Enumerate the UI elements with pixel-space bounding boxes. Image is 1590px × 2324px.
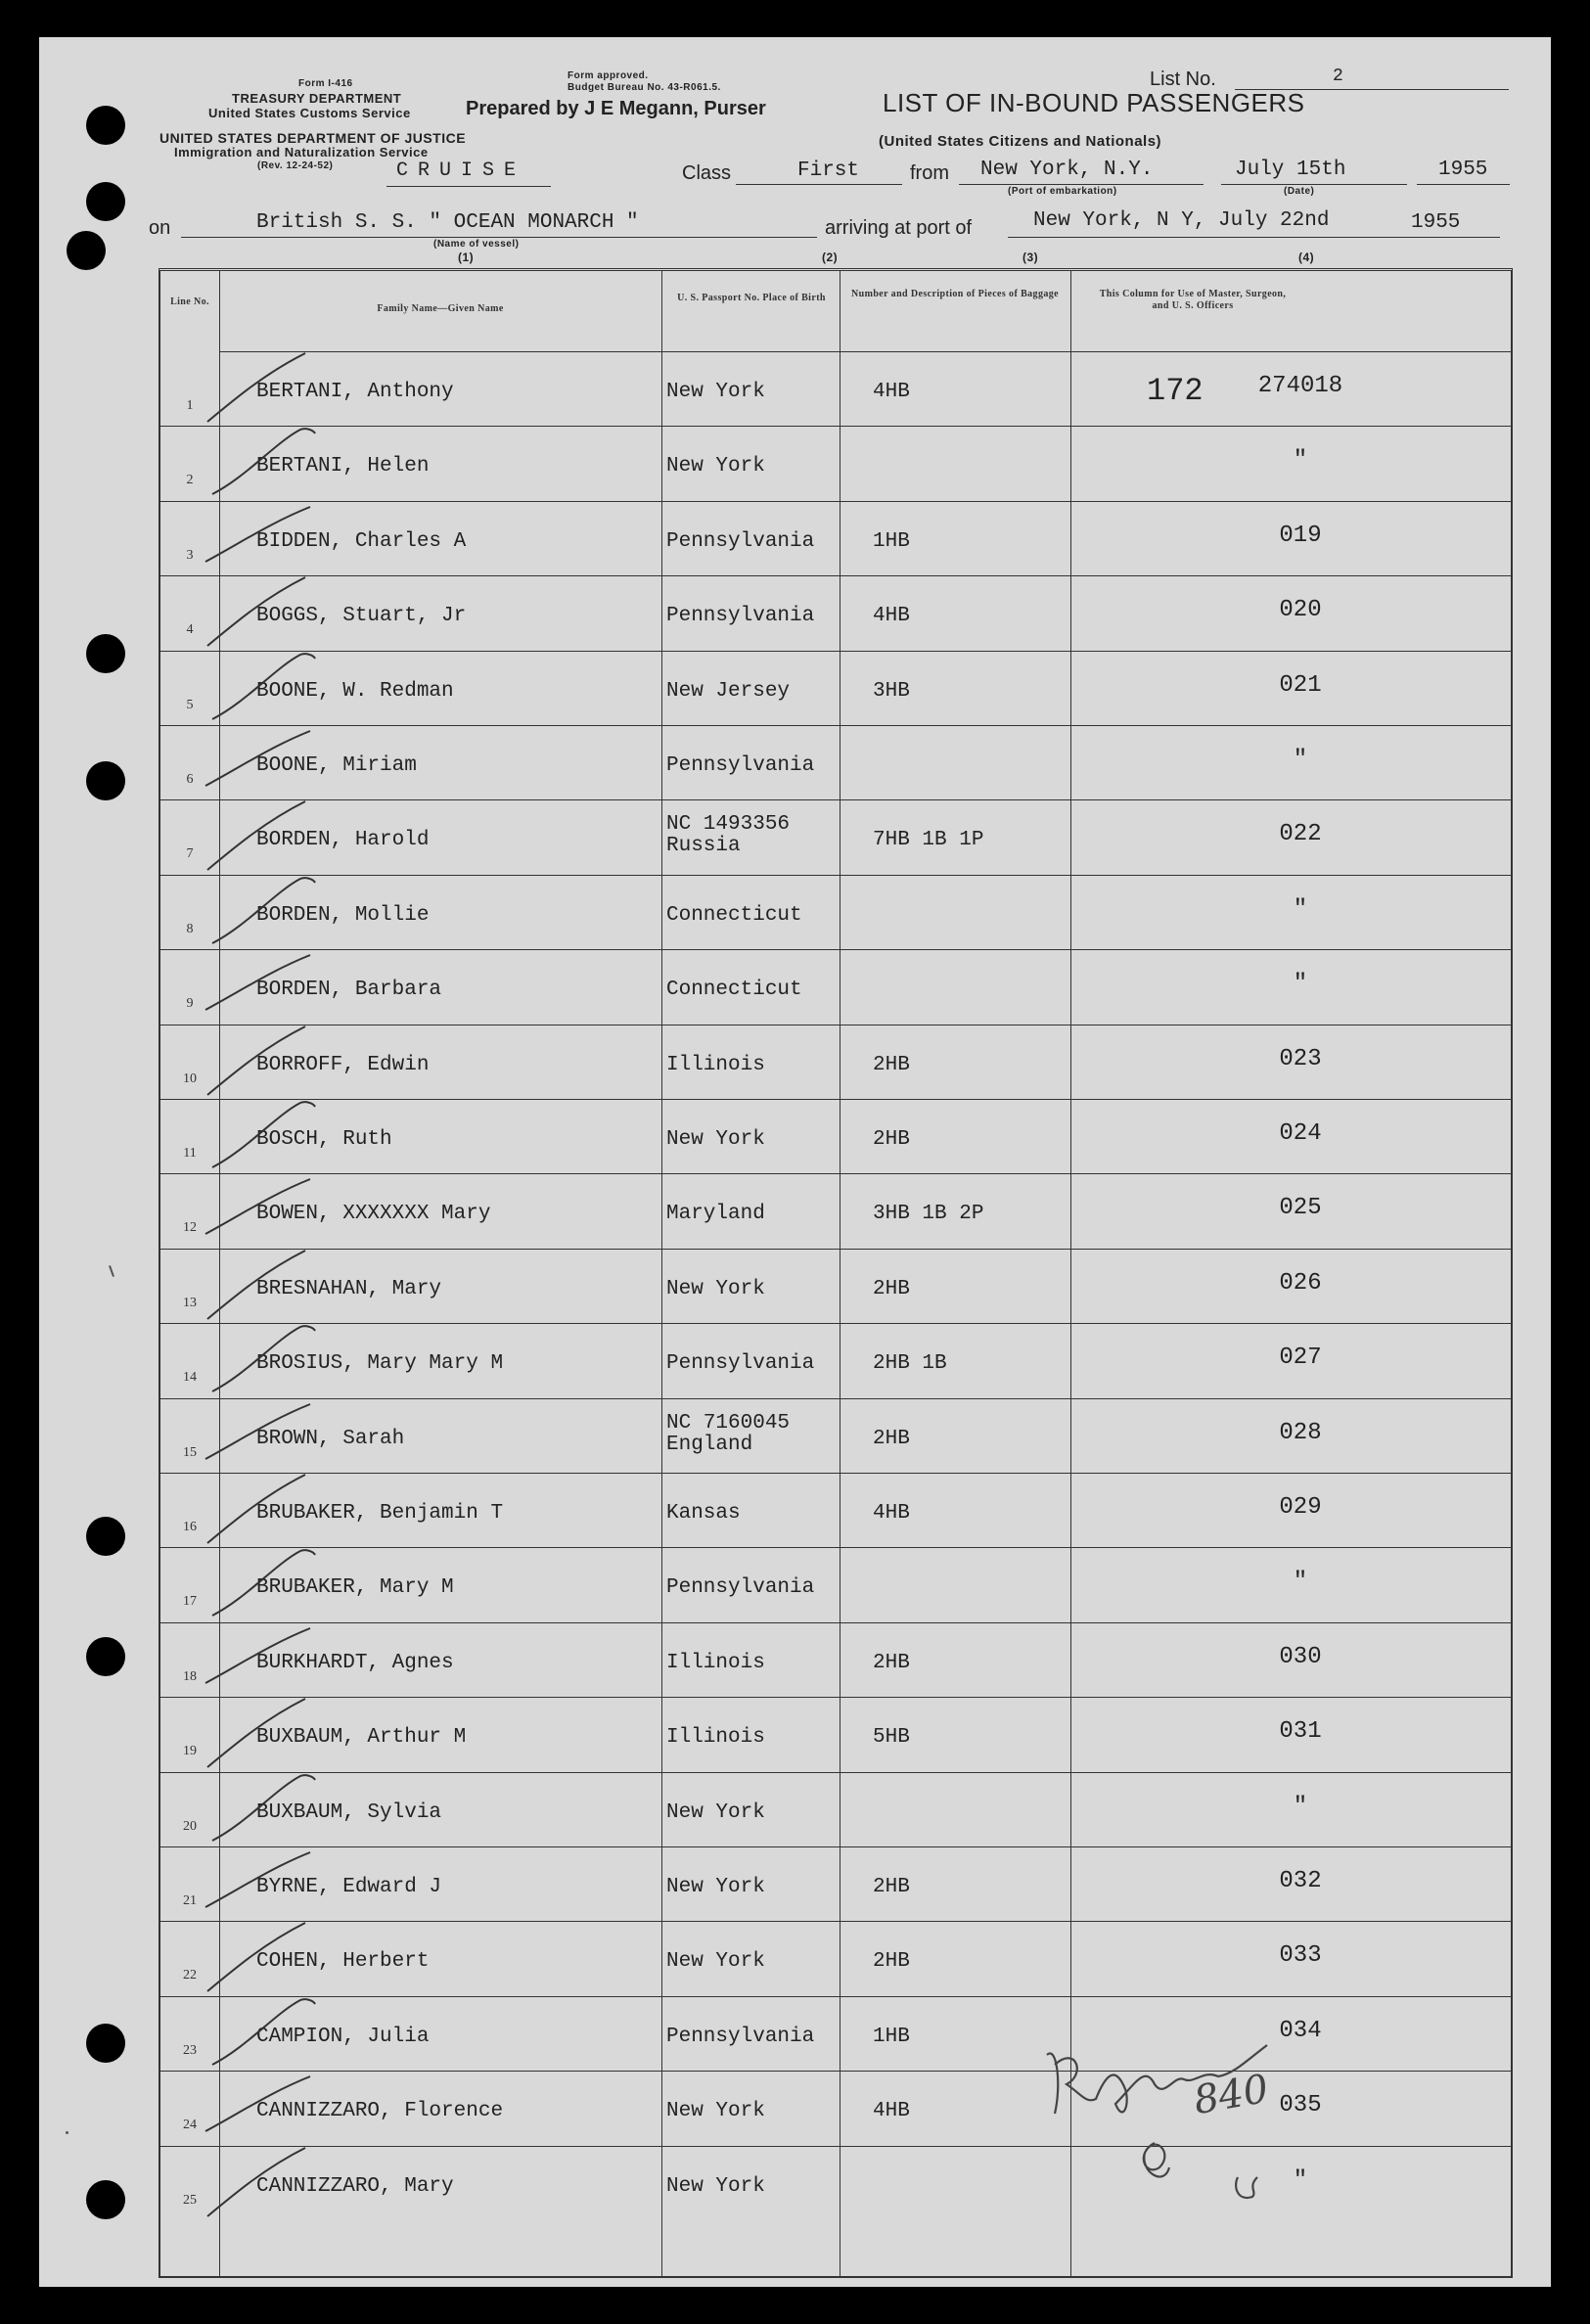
passenger-name: COHEN, Herbert xyxy=(256,1950,430,1974)
ins-label: Immigration and Naturalization Service xyxy=(174,145,429,159)
line-number: 13 xyxy=(183,1295,197,1310)
date-value: July 15th xyxy=(1235,159,1346,181)
baggage: 1HB xyxy=(873,2025,910,2048)
page-title: LIST OF IN-BOUND PASSENGERS xyxy=(883,88,1305,117)
passenger-name: BUXBAUM, Arthur M xyxy=(256,1726,467,1750)
table-row xyxy=(160,949,1511,1025)
punch-hole xyxy=(86,761,125,800)
budget-bureau: Budget Bureau No. 43-R061.5. xyxy=(568,82,721,93)
officer-use: 024 xyxy=(1279,1120,1322,1147)
line-number: 25 xyxy=(183,2192,197,2208)
arrival-year-underline xyxy=(1387,237,1500,238)
officer-use: 025 xyxy=(1279,1195,1322,1222)
line-number: 18 xyxy=(183,1668,197,1684)
place-of-birth: Pennsylvania xyxy=(666,2025,815,2048)
passenger-name: BOGGS, Stuart, Jr xyxy=(256,605,467,628)
passenger-table xyxy=(159,268,1513,2278)
header-name: Family Name—Given Name xyxy=(377,303,504,314)
passenger-name: BRESNAHAN, Mary xyxy=(256,1277,442,1300)
year-value: 1955 xyxy=(1438,159,1488,181)
passport-number: NC 7160045 xyxy=(666,1411,791,1435)
passenger-name: BORDEN, Barbara xyxy=(256,979,442,1002)
baggage: 4HB xyxy=(873,381,910,403)
line-number: 16 xyxy=(183,1520,197,1534)
passenger-name: BIDDEN, Charles A xyxy=(256,529,467,553)
from-underline xyxy=(959,184,1204,185)
punch-hole xyxy=(86,182,125,221)
place-of-birth: Pennsylvania xyxy=(666,754,815,777)
passenger-name: CANNIZZARO, Florence xyxy=(256,2100,504,2123)
col-number-2: (2) xyxy=(822,251,839,264)
line-number: 8 xyxy=(186,921,194,936)
handwritten-number: 840 xyxy=(1190,2066,1272,2124)
document-sheet xyxy=(39,37,1551,2287)
handwritten-signature xyxy=(1037,2006,1331,2221)
class-value: First xyxy=(797,159,860,182)
place-of-birth: England xyxy=(666,1433,753,1456)
table-row xyxy=(160,1921,1511,1996)
line-number: 15 xyxy=(183,1444,197,1460)
arriving-label: arriving at port of xyxy=(825,217,973,239)
officer-use: 035 xyxy=(1279,2092,1322,2119)
col-number-4: (4) xyxy=(1298,251,1315,264)
officer-use: 028 xyxy=(1279,1419,1322,1446)
margin-mark xyxy=(66,2131,68,2134)
baggage: 2HB xyxy=(873,1427,910,1450)
line-number: 7 xyxy=(186,846,194,862)
officer-use: 030 xyxy=(1279,1643,1322,1670)
vessel-underline xyxy=(181,237,817,238)
baggage: 1HB xyxy=(873,529,910,553)
baggage: 3HB 1B 2P xyxy=(873,1203,984,1226)
line-number: 22 xyxy=(183,1968,197,1983)
place-of-birth: Russia xyxy=(666,835,741,858)
check-mark-icon xyxy=(198,2138,344,2226)
from-label: from xyxy=(910,162,949,184)
officer-use: 019 xyxy=(1279,522,1322,549)
table-row xyxy=(160,1697,1511,1772)
passenger-name: BORDEN, Harold xyxy=(256,829,430,852)
line-number: 2 xyxy=(186,473,194,488)
prepared-by: Prepared by J E Megann, Purser xyxy=(466,98,766,119)
passenger-name: BYRNE, Edward J xyxy=(256,1876,442,1898)
table-row xyxy=(160,799,1511,875)
table-row xyxy=(160,426,1511,501)
place-of-birth: New York xyxy=(666,455,765,478)
baggage: 2HB xyxy=(873,1651,910,1674)
form-number: Form I-416 xyxy=(298,78,353,89)
table-row xyxy=(160,1173,1511,1249)
baggage: 4HB xyxy=(873,605,910,628)
on-label: on xyxy=(149,217,171,239)
place-of-birth: Pennsylvania xyxy=(666,1352,815,1376)
officer-use: 020 xyxy=(1279,597,1322,624)
officer-use: 026 xyxy=(1279,1269,1322,1297)
justice-label: UNITED STATES DEPARTMENT OF JUSTICE xyxy=(159,130,467,146)
passenger-name: BORDEN, Mollie xyxy=(256,903,430,927)
class-label: Class xyxy=(682,162,732,184)
header-passport: U. S. Passport No. Place of Birth xyxy=(677,293,826,303)
table-row xyxy=(160,1622,1511,1698)
header-line-no: Line No. xyxy=(170,296,209,307)
line-number: 20 xyxy=(183,1818,197,1834)
passenger-name: BOSCH, Ruth xyxy=(256,1128,392,1151)
punch-hole xyxy=(86,1637,125,1676)
from-caption: (Port of embarkation) xyxy=(1008,186,1117,197)
passenger-name: CANNIZZARO, Mary xyxy=(256,2174,454,2198)
page-subtitle: (United States Citizens and Nationals) xyxy=(879,133,1162,150)
customs-label: United States Customs Service xyxy=(208,106,411,120)
list-no-value: 2 xyxy=(1333,67,1343,86)
punch-hole xyxy=(86,634,125,673)
place-of-birth: Connecticut xyxy=(666,903,802,927)
table-row xyxy=(160,575,1511,651)
table-row xyxy=(160,875,1511,950)
passenger-name: BROSIUS, Mary Mary M xyxy=(256,1352,504,1376)
cruise-label: CRUISE xyxy=(396,159,526,182)
arrival-value: New York, N Y, July 22nd xyxy=(1033,209,1330,232)
baggage: 4HB xyxy=(873,2100,910,2123)
revision-label: (Rev. 12-24-52) xyxy=(257,160,334,171)
date-caption: (Date) xyxy=(1284,186,1315,197)
officer-use: 031 xyxy=(1279,1718,1322,1746)
list-no-label: List No. xyxy=(1150,68,1216,90)
place-of-birth: New York xyxy=(666,2174,765,2198)
passenger-name: CAMPION, Julia xyxy=(256,2025,430,2048)
place-of-birth: Maryland xyxy=(666,1203,765,1226)
punch-hole xyxy=(67,231,106,270)
punch-hole xyxy=(86,106,125,145)
officer-use: " xyxy=(1293,971,1308,998)
baggage: 4HB xyxy=(873,1502,910,1525)
vessel-caption: (Name of vessel) xyxy=(433,239,520,250)
header-baggage: Number and Description of Pieces of Baggage xyxy=(851,289,1059,299)
officer-use: " xyxy=(1293,895,1308,923)
place-of-birth: New Jersey xyxy=(666,679,791,703)
place-of-birth: Pennsylvania xyxy=(666,605,815,628)
place-of-birth: Pennsylvania xyxy=(666,529,815,553)
baggage: 2HB 1B xyxy=(873,1352,947,1376)
officer-use: " xyxy=(1293,1793,1308,1820)
officer-use: 033 xyxy=(1279,1942,1322,1970)
passenger-name: BRUBAKER, Benjamin T xyxy=(256,1502,504,1525)
table-row xyxy=(160,1846,1511,1922)
margin-mark xyxy=(109,1265,114,1277)
class-underline xyxy=(736,184,902,185)
line-number: 9 xyxy=(186,996,194,1012)
header-officers: This Column for Use of Master, Surgeon, and U. S. Officers xyxy=(1099,289,1287,311)
line-number: 5 xyxy=(186,697,194,712)
passenger-name: BORROFF, Edwin xyxy=(256,1053,430,1076)
passenger-name: BROWN, Sarah xyxy=(256,1427,405,1450)
place-of-birth: Illinois xyxy=(666,1651,765,1674)
officer-use: " xyxy=(1293,2166,1308,2194)
line-number: 19 xyxy=(183,1744,197,1759)
passenger-name: BERTANI, Anthony xyxy=(256,381,454,403)
officer-use: 023 xyxy=(1279,1045,1322,1072)
passport-number: NC 1493356 xyxy=(666,813,791,837)
place-of-birth: New York xyxy=(666,1277,765,1300)
table-row xyxy=(160,651,1511,726)
place-of-birth: Connecticut xyxy=(666,979,802,1002)
arrival-year: 1955 xyxy=(1411,211,1461,234)
treasury-label: TREASURY DEPARTMENT xyxy=(232,91,402,106)
date-underline xyxy=(1221,184,1407,185)
passenger-rows xyxy=(160,351,1511,2276)
ticket-prefix: 172 xyxy=(1147,373,1204,409)
baggage: 3HB xyxy=(873,679,910,703)
passenger-name: BRUBAKER, Mary M xyxy=(256,1576,454,1600)
table-row xyxy=(160,1473,1511,1548)
punch-hole xyxy=(86,1517,125,1556)
place-of-birth: New York xyxy=(666,1128,765,1151)
line-number: 12 xyxy=(183,1220,197,1236)
place-of-birth: New York xyxy=(666,1800,765,1824)
arrival-underline xyxy=(1008,237,1389,238)
officer-use: 029 xyxy=(1279,1494,1322,1521)
table-row xyxy=(160,351,1511,427)
place-of-birth: New York xyxy=(666,1876,765,1898)
line-number: 11 xyxy=(183,1146,197,1161)
table-row xyxy=(160,1025,1511,1100)
baggage: 2HB xyxy=(873,1876,910,1898)
baggage: 2HB xyxy=(873,1128,910,1151)
officer-use: 027 xyxy=(1279,1344,1322,1372)
passenger-name: BOWEN, XXXXXXX Mary xyxy=(256,1203,491,1226)
table-row xyxy=(160,1772,1511,1847)
officer-use: 274018 xyxy=(1257,373,1343,399)
place-of-birth: New York xyxy=(666,381,765,403)
baggage: 5HB xyxy=(873,1726,910,1750)
place-of-birth: New York xyxy=(666,2100,765,2123)
line-number: 1 xyxy=(186,398,194,413)
passenger-name: BUXBAUM, Sylvia xyxy=(256,1800,442,1824)
officer-use: " xyxy=(1293,747,1308,773)
table-row xyxy=(160,501,1511,576)
place-of-birth: Illinois xyxy=(666,1053,765,1076)
table-row xyxy=(160,1398,1511,1474)
officer-use: 021 xyxy=(1279,671,1322,699)
line-number: 24 xyxy=(183,2118,197,2133)
line-number: 6 xyxy=(186,772,194,787)
place-of-birth: Pennsylvania xyxy=(666,1576,815,1600)
table-row xyxy=(160,1249,1511,1324)
vessel-value: British S. S. " OCEAN MONARCH " xyxy=(256,211,639,234)
passenger-name: BOONE, W. Redman xyxy=(256,679,454,703)
passenger-name: BURKHARDT, Agnes xyxy=(256,1651,454,1674)
table-row xyxy=(160,1099,1511,1174)
line-number: 23 xyxy=(183,2042,197,2058)
baggage: 7HB 1B 1P xyxy=(873,829,984,852)
year-underline xyxy=(1417,184,1510,185)
from-value: New York, N.Y. xyxy=(980,159,1154,181)
punch-hole xyxy=(86,2024,125,2063)
baggage: 2HB xyxy=(873,1950,910,1974)
line-number: 3 xyxy=(186,547,194,563)
place-of-birth: New York xyxy=(666,1950,765,1974)
passenger-name: BERTANI, Helen xyxy=(256,455,430,478)
table-row xyxy=(160,1547,1511,1622)
form-approved: Form approved. xyxy=(568,70,649,81)
line-number: 21 xyxy=(183,1893,197,1908)
passenger-name: BOONE, Miriam xyxy=(256,754,417,777)
place-of-birth: Kansas xyxy=(666,1502,741,1525)
line-number: 4 xyxy=(186,622,194,638)
punch-hole xyxy=(86,2180,125,2219)
table-row xyxy=(160,725,1511,800)
table-row xyxy=(160,1323,1511,1398)
line-number: 14 xyxy=(183,1370,197,1386)
line-number: 17 xyxy=(183,1594,197,1610)
line-number: 10 xyxy=(183,1071,197,1086)
baggage: 2HB xyxy=(873,1053,910,1076)
officer-use: " xyxy=(1293,447,1308,475)
officer-use: 034 xyxy=(1279,2017,1322,2044)
officer-use: " xyxy=(1293,1569,1308,1596)
officer-use: 022 xyxy=(1279,821,1322,848)
place-of-birth: Illinois xyxy=(666,1726,765,1750)
col-number-3: (3) xyxy=(1022,251,1039,264)
col-number-1: (1) xyxy=(458,251,475,264)
cruise-underline xyxy=(386,186,551,187)
officer-use: 032 xyxy=(1279,1868,1322,1894)
baggage: 2HB xyxy=(873,1277,910,1300)
